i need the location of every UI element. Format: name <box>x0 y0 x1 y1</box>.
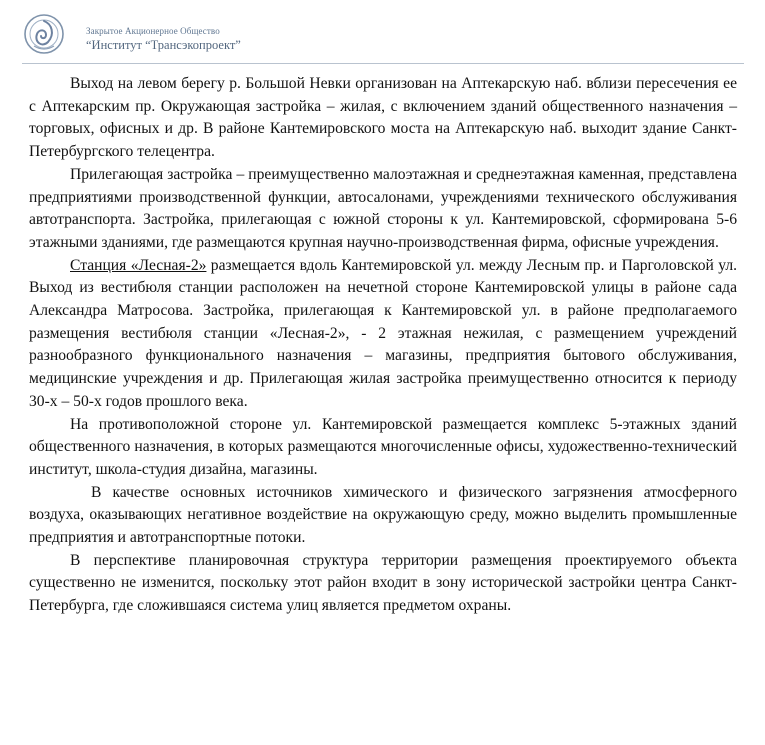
paragraph-opposite-side: На противоположной стороне ул. Кантемировской размещается комплекс 5-этажных зданий общественного назначения, в которых размещаются многочисленные офисы, художественно-технический институт, школа-студия дизайна, магазины. <box>29 415 737 478</box>
document-header <box>22 12 742 62</box>
organization-type: Закрытое Акционерное Общество <box>86 26 220 36</box>
paragraph-future-planning: В перспективе планировочная структура территории размещения проектируемого объекта существенно не изменится, поскольку этот район входит в зону исторической застройки центра Санкт-Петербурга, где сложившаяся система улиц является предметом охраны. <box>29 551 737 615</box>
paragraph-adjacent-buildings: Прилегающая застройка – преимущественно малоэтажная и среднеэтажная каменная, представлена предприятиями производственной функции, автосалонами, учреждениями технического обслуживания автотранспорта. Застройка, прилегающая с южной стороны к ул. Кантемировской, сформирована 5-6 этажными зданиями, где размещаются крупная научно-производственная фирма, офисные учреждения. <box>29 165 737 251</box>
paragraph-aptekarskaya-exit: Выход на левом берегу р. Большой Невки организован на Аптекарскую наб. вблизи пересечения ее с Аптекарским пр. Окружающая застройка – жилая, с включением зданий общественного назначения – торговых, офисных и др. В районе Кантемировского моста на Аптекарскую наб. выходит здание Санкт-Петербургского телецентра. <box>29 75 737 161</box>
header-divider <box>22 63 744 64</box>
document-body <box>29 73 737 618</box>
institute-emblem-icon <box>22 12 66 56</box>
station-name-lesnaya-2: Станция «Лесная-2» <box>70 256 207 274</box>
paragraph-lesnaya-2-station <box>29 255 737 414</box>
paragraph-lesnaya-2-text: размещается вдоль Кантемировской ул. между Лесным пр. и Парголовской ул. Выход из вестибюля станции расположен на нечетной стороне Кантемировской улицы в районе сада Александра Матросова. Застройка, прилегающая к Кантемировской ул. в районе предполагаемого размещения вестибюля станции «Лесная-2», - 2 этажная нежилая, с размещением учреждений разнообразного функционального назначения – магазины, предприятия бытового обслуживания, медицинские учреждения и др. Прилегающая жилая застройка преимущественно относится к периоду 30-х – 50-х годов прошлого века. <box>29 256 738 410</box>
paragraph-pollution-sources: В качестве основных источников химического и физического загрязнения атмосферного воздуха, оказывающих негативное воздействие на окружающую среду, можно выделить промышленные предприятия и автотранспортные потоки. <box>29 483 737 547</box>
organization-name: “Институт “Трансэкопроект” <box>86 38 241 52</box>
